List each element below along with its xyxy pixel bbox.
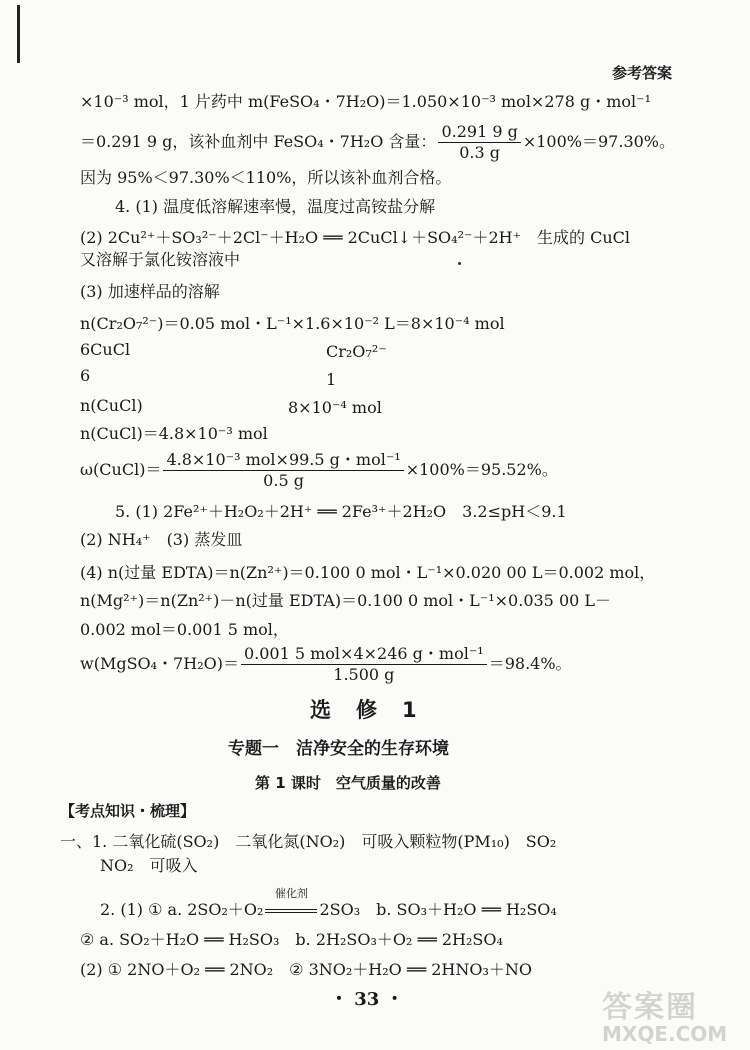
text-line-fraction: w(MgSO₄・7H₂O)＝ $\frac{\text{0.001 5 mol×4×246 g・mol⁻¹}}{1.500 g}$ ＝98.4%。: [80, 644, 572, 684]
stoich-right: 1: [326, 370, 337, 389]
text-line: 4. (1) 温度低溶解速率慢，温度过高铵盐分解: [115, 197, 436, 216]
text-line: (2) 2Cu²⁺＋SO₃²⁻＋2Cl⁻＋H₂O ══ 2CuCl↓＋SO₄²⁻＋2H⁺ 生成的 CuCl: [80, 228, 631, 247]
topic-title: 专题一 洁净安全的生存环境: [228, 739, 449, 759]
text-line-catalyst: 2. (1) ① a. 2SO₂＋O₂ 催化剂 2SO₃ b. SO₃＋H₂O ══ H₂SO₄: [100, 887, 557, 919]
text-line: (2) ① 2NO＋O₂ ══ 2NO₂ ② 3NO₂＋H₂O ══ 2HNO₃＋NO: [80, 960, 533, 979]
fraction: $\frac{\text{4.8×10⁻³ mol×99.5 g・mol⁻¹}}{0.5 g}$: [163, 451, 403, 490]
text-line: (3) 加速样品的溶解: [80, 282, 220, 301]
text-line: n(CuCl)＝4.8×10⁻³ mol: [80, 424, 268, 443]
page-number: ・ 33 ・: [330, 989, 404, 1010]
text-line: (2) NH₄⁺ (3) 蒸发皿: [80, 530, 243, 549]
book-title: 选 修 1: [310, 698, 419, 722]
text-line: ② a. SO₂＋H₂O ══ H₂SO₃ b. 2H₂SO₃＋O₂ ══ 2H₂SO₄: [80, 930, 503, 949]
text-line: 因为 95%＜97.30%＜110%，所以该补血剂合格。: [80, 168, 452, 187]
text-line: NO₂ 可吸入: [100, 856, 198, 875]
stoich-left: 6CuCl: [80, 340, 131, 359]
text-line: 一、1. 二氧化硫(SO₂) 二氧化氮(NO₂) 可吸入颗粒物(PM₁₀) SO₂: [60, 832, 557, 851]
text-line: 5. (1) 2Fe²⁺＋H₂O₂＋2H⁺ ══ 2Fe³⁺＋2H₂O 3.2≤pH＜9.1: [115, 502, 567, 521]
lesson-title: 第 1 课时 空气质量的改善: [255, 774, 441, 792]
stoich-left: n(CuCl): [80, 396, 143, 415]
text-line: n(Cr₂O₇²⁻)＝0.05 mol・L⁻¹×1.6×10⁻² L＝8×10⁻⁴ mol: [80, 314, 505, 333]
text-line: n(Mg²⁺)＝n(Zn²⁺)－n(过量 EDTA)＝0.100 0 mol・L⁻¹×0.035 00 L－: [80, 591, 612, 610]
text-line: (4) n(过量 EDTA)＝n(Zn²⁺)＝0.100 0 mol・L⁻¹×0.020 00 L＝0.002 mol，: [80, 563, 656, 582]
stoich-right: 8×10⁻⁴ mol: [288, 398, 382, 417]
section-title: 【考点知识・梳理】: [60, 802, 196, 820]
stoich-right: Cr₂O₇²⁻: [326, 342, 387, 361]
text-line-fraction: ＝0.291 9 g，该补血剂中 FeSO₄・7H₂O 含量： $\frac{0.291 9 g}{0.3 g}$ ×100%＝97.30%。: [80, 122, 676, 162]
text-line: 又溶解于氯化铵溶液中: [80, 250, 241, 269]
text-line-fraction: ω(CuCl)＝ $\frac{\text{4.8×10⁻³ mol×99.5 g・mol⁻¹}}{0.5 g}$ ×100%＝95.52%。: [80, 450, 558, 490]
stray-mark: [458, 262, 461, 265]
watermark-logo: 答案圈 MXQE.COM: [602, 990, 728, 1046]
catalyst-arrow: 催化剂: [263, 900, 319, 920]
text-line: ×10⁻³ mol，1 片药中 m(FeSO₄・7H₂O)＝1.050×10⁻³ mol×278 g・mol⁻¹: [80, 92, 651, 111]
text-line: 0.002 mol＝0.001 5 mol，: [80, 620, 289, 639]
fraction: $\frac{\text{0.001 5 mol×4×246 g・mol⁻¹}}{1.500 g}$: [241, 645, 487, 684]
stoich-left: 6: [80, 366, 91, 385]
fraction: $\frac{0.291 9 g}{0.3 g}$: [438, 123, 520, 162]
binding-line: [17, 5, 20, 63]
page-header: 参考答案: [611, 64, 672, 82]
